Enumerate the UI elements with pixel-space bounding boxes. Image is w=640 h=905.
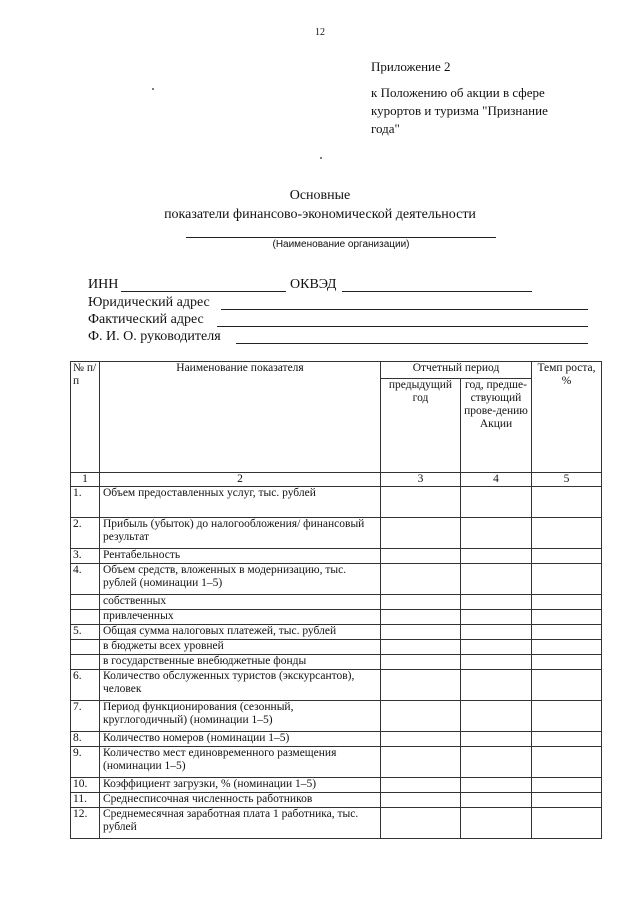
growth-cell[interactable]	[532, 747, 602, 778]
growth-cell[interactable]	[532, 595, 602, 610]
row-number	[71, 595, 100, 610]
prev-year-cell[interactable]	[381, 549, 461, 564]
heading-line-2: показатели финансово-экономической деятельности	[164, 207, 476, 222]
prev-year-cell[interactable]	[381, 808, 461, 839]
year-before-cell[interactable]	[461, 549, 532, 564]
growth-cell[interactable]	[532, 808, 602, 839]
indicator-name: Коэффициент загрузки, % (номинации 1–5)	[100, 778, 381, 793]
table-row	[71, 793, 602, 808]
actual-address-field[interactable]	[217, 325, 588, 327]
header-year-before: год, предше-ствующий прове-дению Акции	[461, 379, 532, 473]
year-before-cell[interactable]	[461, 808, 532, 839]
document-heading	[0, 186, 640, 224]
row-number	[71, 610, 100, 625]
year-before-cell[interactable]	[461, 564, 532, 595]
prev-year-cell[interactable]	[381, 610, 461, 625]
row-number: 1.	[71, 487, 100, 518]
actual-address-label: Фактический адрес	[88, 312, 204, 327]
year-before-cell[interactable]	[461, 732, 532, 747]
indicator-name: Количество мест единовременного размещения (номинации 1–5)	[100, 747, 381, 778]
table-row	[71, 625, 602, 640]
heading-line-1: Основные	[289, 188, 351, 203]
table-row	[71, 487, 602, 518]
indicator-name: Объем средств, вложенных в модернизацию, тыс. рублей (номинации 1–5)	[100, 564, 381, 595]
prev-year-cell[interactable]	[381, 640, 461, 655]
year-before-cell[interactable]	[461, 747, 532, 778]
row-number: 3.	[71, 549, 100, 564]
prev-year-cell[interactable]	[381, 747, 461, 778]
column-number: 1	[71, 473, 100, 487]
growth-cell[interactable]	[532, 625, 602, 640]
organization-caption: (Наименование организации)	[272, 239, 410, 250]
growth-cell[interactable]	[532, 610, 602, 625]
prev-year-cell[interactable]	[381, 778, 461, 793]
indicator-name: привлеченных	[100, 610, 381, 625]
row-number: 6.	[71, 670, 100, 701]
okved-label: ОКВЭД	[290, 277, 337, 292]
indicator-name: Количество обслуженных туристов (экскурсантов), человек	[100, 670, 381, 701]
table-row	[71, 778, 602, 793]
inn-label: ИНН	[88, 277, 119, 292]
column-number: 4	[461, 473, 532, 487]
appendix-line-3: года"	[371, 121, 400, 136]
indicators-table	[70, 361, 602, 839]
indicator-name: собственных	[100, 595, 381, 610]
table-body	[71, 487, 602, 839]
row-number: 11.	[71, 793, 100, 808]
growth-cell[interactable]	[532, 640, 602, 655]
growth-cell[interactable]	[532, 487, 602, 518]
row-number: 2.	[71, 518, 100, 549]
prev-year-cell[interactable]	[381, 595, 461, 610]
header-prev-year: предыдущий год	[381, 379, 461, 473]
table-row	[71, 518, 602, 549]
indicator-name: Среднемесячная заработная плата 1 работника, тыс. рублей	[100, 808, 381, 839]
director-field[interactable]	[236, 342, 588, 344]
legal-address-field[interactable]	[221, 308, 588, 310]
indicator-name: в государственные внебюджетные фонды	[100, 655, 381, 670]
header-name: Наименование показателя	[100, 362, 381, 473]
prev-year-cell[interactable]	[381, 564, 461, 595]
table-row	[71, 549, 602, 564]
table-row	[71, 610, 602, 625]
scan-speck	[152, 88, 154, 90]
growth-cell[interactable]	[532, 732, 602, 747]
prev-year-cell[interactable]	[381, 793, 461, 808]
column-numbers-row	[71, 473, 602, 487]
prev-year-cell[interactable]	[381, 732, 461, 747]
table-row	[71, 701, 602, 732]
table-row	[71, 640, 602, 655]
indicator-name: в бюджеты всех уровней	[100, 640, 381, 655]
growth-cell[interactable]	[532, 793, 602, 808]
header-period: Отчетный период	[381, 362, 532, 379]
prev-year-cell[interactable]	[381, 518, 461, 549]
year-before-cell[interactable]	[461, 518, 532, 549]
year-before-cell[interactable]	[461, 625, 532, 640]
row-number: 10.	[71, 778, 100, 793]
appendix-block	[371, 58, 621, 138]
growth-cell[interactable]	[532, 518, 602, 549]
year-before-cell[interactable]	[461, 655, 532, 670]
director-label: Ф. И. О. руководителя	[88, 329, 221, 344]
table-row	[71, 747, 602, 778]
indicator-name: Общая сумма налоговых платежей, тыс. рублей	[100, 625, 381, 640]
row-number: 8.	[71, 732, 100, 747]
row-number	[71, 655, 100, 670]
growth-cell[interactable]	[532, 701, 602, 732]
prev-year-cell[interactable]	[381, 625, 461, 640]
appendix-title: Приложение 2	[371, 59, 451, 74]
year-before-cell[interactable]	[461, 701, 532, 732]
okved-field[interactable]	[342, 290, 532, 292]
indicator-name: Количество номеров (номинации 1–5)	[100, 732, 381, 747]
legal-address-label: Юридический адрес	[88, 295, 210, 310]
year-before-cell[interactable]	[461, 640, 532, 655]
row-number	[71, 640, 100, 655]
year-before-cell[interactable]	[461, 610, 532, 625]
indicator-name: Рентабельность	[100, 549, 381, 564]
table-row	[71, 655, 602, 670]
growth-cell[interactable]	[532, 564, 602, 595]
row-number: 5.	[71, 625, 100, 640]
table-row	[71, 564, 602, 595]
year-before-cell[interactable]	[461, 487, 532, 518]
row-number: 9.	[71, 747, 100, 778]
table-row	[71, 808, 602, 839]
year-before-cell[interactable]	[461, 595, 532, 610]
column-number: 5	[532, 473, 602, 487]
growth-cell[interactable]	[532, 549, 602, 564]
prev-year-cell[interactable]	[381, 487, 461, 518]
indicator-name: Среднесписочная численность работников	[100, 793, 381, 808]
inn-field[interactable]	[121, 290, 286, 292]
organization-name-line[interactable]	[186, 236, 496, 238]
growth-cell[interactable]	[532, 670, 602, 701]
row-number: 12.	[71, 808, 100, 839]
column-number: 2	[100, 473, 381, 487]
header-growth: Темп роста, %	[532, 362, 602, 473]
appendix-line-1: к Положению об акции в сфере	[371, 85, 545, 100]
prev-year-cell[interactable]	[381, 655, 461, 670]
table-row	[71, 732, 602, 747]
indicator-name: Прибыль (убыток) до налогообложения/ финансовый результат	[100, 518, 381, 549]
year-before-cell[interactable]	[461, 670, 532, 701]
row-number: 7.	[71, 701, 100, 732]
scan-speck	[320, 157, 322, 159]
table-row	[71, 670, 602, 701]
indicator-name: Объем предоставленных услуг, тыс. рублей	[100, 487, 381, 518]
year-before-cell[interactable]	[461, 793, 532, 808]
header-num: № п/п	[71, 362, 100, 473]
growth-cell[interactable]	[532, 778, 602, 793]
prev-year-cell[interactable]	[381, 670, 461, 701]
page-number: 12	[315, 27, 325, 38]
growth-cell[interactable]	[532, 655, 602, 670]
indicator-name: Период функционирования (сезонный, круглогодичный) (номинации 1–5)	[100, 701, 381, 732]
year-before-cell[interactable]	[461, 778, 532, 793]
table-row	[71, 595, 602, 610]
appendix-line-2: курортов и туризма "Признание	[371, 103, 548, 118]
column-number: 3	[381, 473, 461, 487]
prev-year-cell[interactable]	[381, 701, 461, 732]
row-number: 4.	[71, 564, 100, 595]
